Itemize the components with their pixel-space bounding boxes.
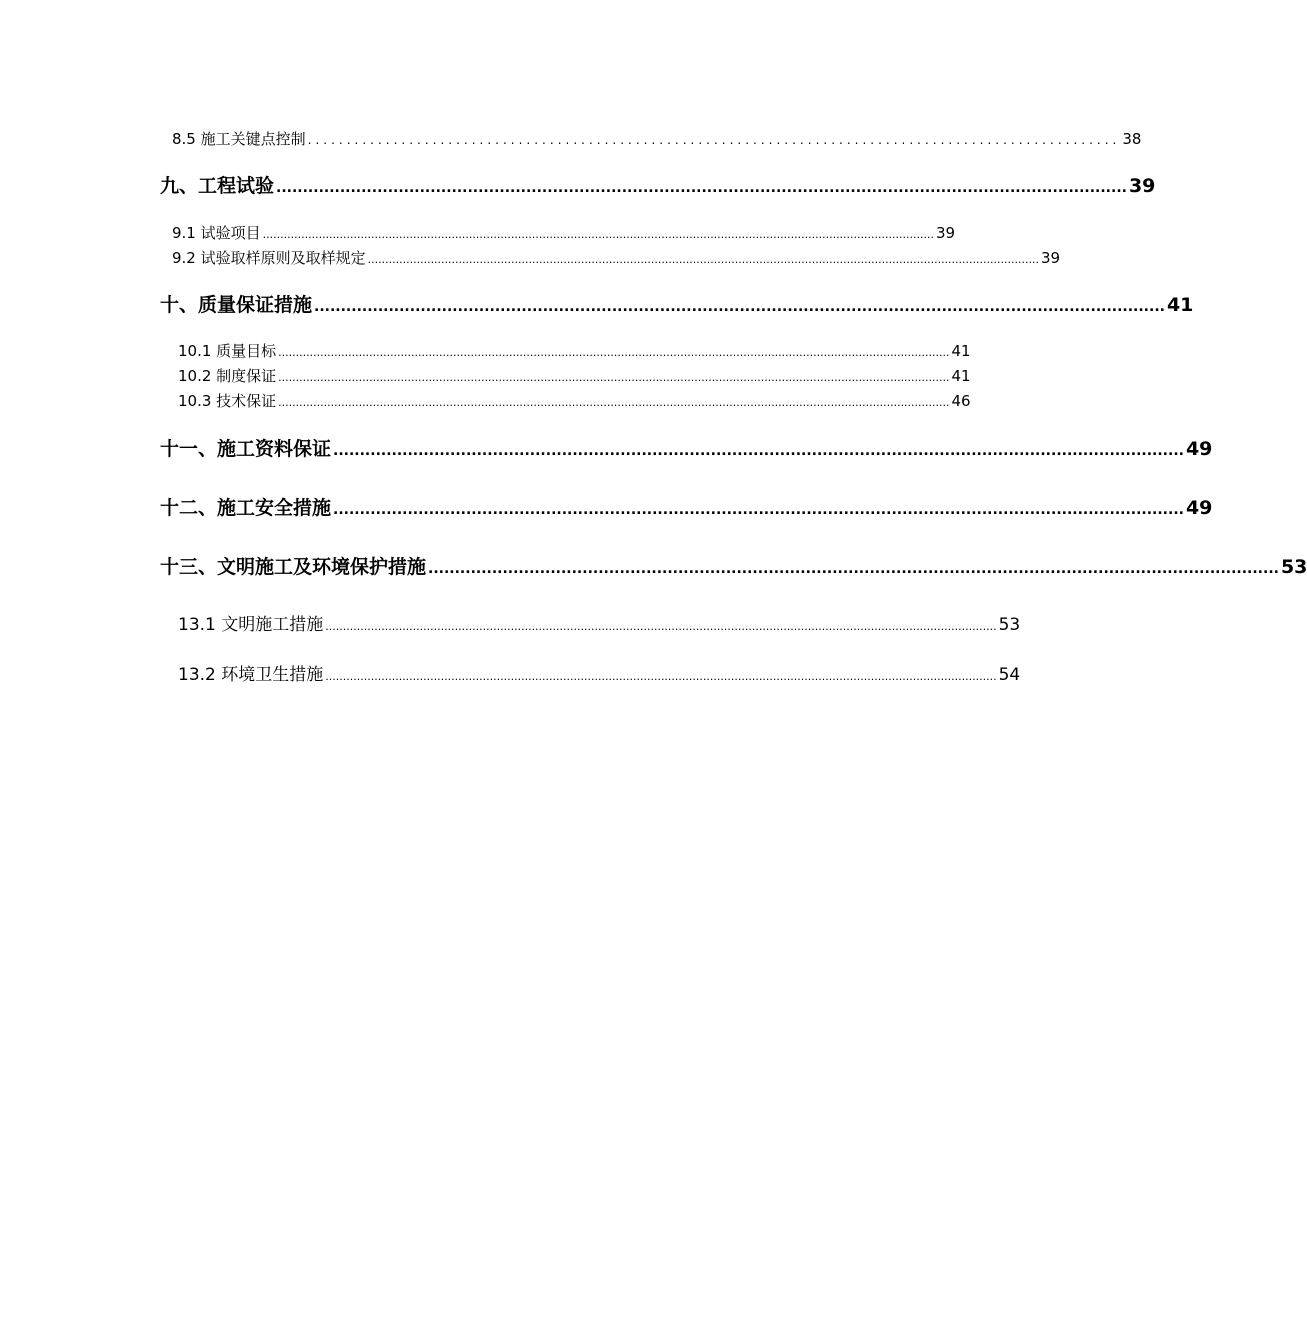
toc-entry-page: 49 [1185, 438, 1213, 460]
toc-entry[interactable] [172, 249, 1061, 267]
toc-leader-dots: ................................................................................................................................................................................................ [367, 253, 1039, 266]
toc-leader-dots: ................................................................................................................................................................ [276, 180, 1127, 196]
toc-entry[interactable] [178, 665, 1021, 685]
toc-entry[interactable] [178, 342, 971, 360]
toc-entry-label: 13.2 环境卫生措施 [178, 665, 324, 685]
toc-entry-label: 13.1 文明施工措施 [178, 615, 324, 635]
toc-entry[interactable] [172, 130, 1142, 148]
toc-entry-page: 54 [998, 665, 1021, 685]
toc-chapter-entry[interactable] [160, 497, 1213, 519]
toc-leader-dots: ................................................................................................................................................................................................ [325, 620, 997, 633]
toc-leader-dots: ................................................................................................................................................................................................ [278, 346, 950, 359]
toc-entry[interactable] [172, 224, 956, 242]
toc-leader-dots: ........................................................................................................ [307, 133, 1121, 147]
toc-entry-label: 十一、施工资料保证 [160, 438, 332, 460]
toc-chapter-entry[interactable] [160, 438, 1213, 460]
toc-leader-dots: ................................................................................................................................................................................................ [325, 670, 997, 683]
toc-chapter-entry[interactable] [160, 556, 1307, 578]
toc-entry-label: 9.1 试验项目 [172, 224, 261, 242]
toc-entry-page: 46 [951, 392, 971, 410]
toc-entry[interactable] [178, 367, 971, 385]
toc-entry-label: 8.5 施工关键点控制 [172, 130, 306, 148]
toc-entry-page: 39 [1040, 249, 1061, 267]
toc-entry-label: 10.2 制度保证 [178, 367, 277, 385]
toc-entry-page: 49 [1185, 497, 1213, 519]
toc-entry-label: 10.3 技术保证 [178, 392, 277, 410]
toc-leader-dots: ................................................................................................................................................................ [333, 502, 1184, 518]
toc-leader-dots: ................................................................................................................................................................................................ [262, 228, 934, 241]
toc-entry-label: 9.2 试验取样原则及取样规定 [172, 249, 366, 267]
toc-entry-label: 十三、文明施工及环境保护措施 [160, 556, 427, 578]
toc-entry[interactable] [178, 615, 1021, 635]
toc-entry-page: 41 [951, 342, 971, 360]
toc-leader-dots: ................................................................................................................................................................ [428, 561, 1279, 577]
toc-entry-label: 10.1 质量目标 [178, 342, 277, 360]
toc-entry-page: 41 [951, 367, 971, 385]
toc-entry-label: 十二、施工安全措施 [160, 497, 332, 519]
toc-entry-page: 53 [1280, 556, 1307, 578]
toc-leader-dots: ................................................................................................................................................................................................ [278, 371, 950, 384]
toc-entry-page: 39 [935, 224, 956, 242]
toc-entry-label: 十、质量保证措施 [160, 294, 313, 316]
toc-leader-dots: ................................................................................................................................................................ [333, 443, 1184, 459]
toc-chapter-entry[interactable] [160, 175, 1156, 197]
toc-entry-page: 38 [1122, 130, 1142, 148]
toc-leader-dots: ................................................................................................................................................................................................ [278, 396, 950, 409]
toc-leader-dots: ................................................................................................................................................................ [314, 299, 1165, 315]
toc-entry-label: 九、工程试验 [160, 175, 275, 197]
toc-entry-page: 39 [1128, 175, 1156, 197]
toc-entry-page: 53 [998, 615, 1021, 635]
toc-entry-page: 41 [1166, 294, 1194, 316]
toc-chapter-entry[interactable] [160, 294, 1194, 316]
toc-entry[interactable] [178, 392, 971, 410]
